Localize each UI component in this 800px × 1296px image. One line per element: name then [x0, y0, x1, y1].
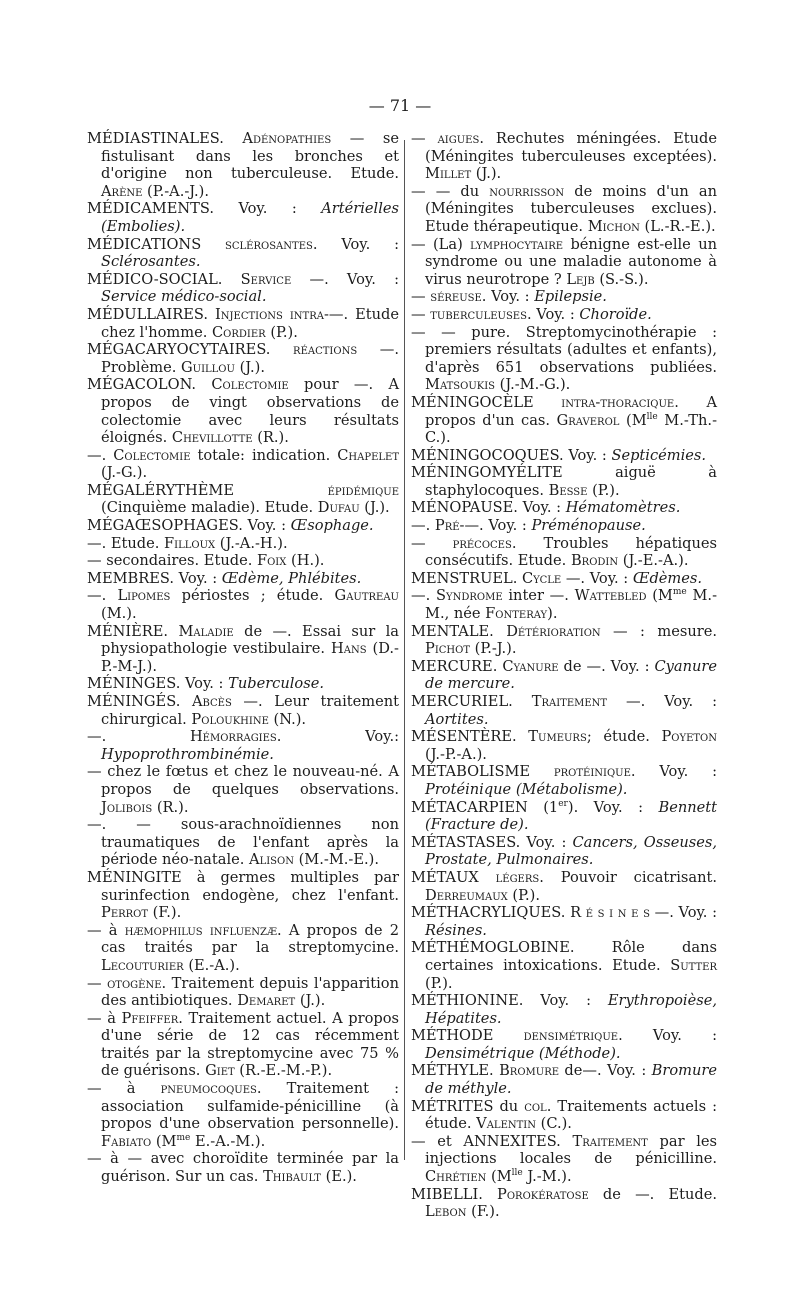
entry-text: (P.). [265, 323, 298, 341]
entry-text: (D.-P.-M-J.). [101, 640, 399, 675]
entry-text: (H.). [286, 552, 325, 570]
entry-text: . A propos d'un cas. [425, 393, 717, 429]
small-caps-text: nourrisson [489, 182, 565, 200]
entry-text: — secondaires. Etude. [87, 552, 257, 570]
entry-text: MÉTHACRYLIQUES. [411, 904, 571, 922]
index-entry [87, 587, 399, 622]
entry-text: de —. Essai sur la physiopathologie vestibulaire. [101, 622, 400, 658]
entry-text: — à [87, 1009, 122, 1027]
right-column [411, 130, 717, 1221]
entry-text: MÉNINGOMYÉLITE aiguë à staphylocoques. [411, 464, 717, 499]
entry-text: MÉTHIONINE. Voy. : [411, 992, 608, 1010]
entry-text: (E.). [320, 1168, 357, 1186]
small-caps-text: Guillou [180, 358, 235, 376]
small-caps-text: Pfeiffer [121, 1009, 179, 1027]
index-entry [87, 975, 399, 1010]
italic-text: Aortites. [425, 710, 489, 728]
small-caps-text: Millet [425, 165, 472, 183]
entry-text: par les injections locales de pénicilline. [425, 1132, 717, 1168]
entry-text: — et ANNEXITES. [411, 1132, 573, 1150]
entry-text: MENSTRUEL. [411, 569, 523, 587]
index-entry [411, 904, 717, 939]
small-caps-text: Porokératose [497, 1185, 589, 1203]
index-entry [411, 447, 717, 465]
entry-text: MÉNINGES. Voy. : [87, 675, 229, 693]
entry-text: MERCURIEL. [411, 693, 532, 710]
small-caps-text: Chapelet [337, 446, 399, 464]
entry-text: —. Voy. : [649, 904, 717, 922]
index-entry [411, 324, 717, 394]
entry-text: (E.-A.). [183, 956, 240, 974]
entry-text: MÉGACOLON. [87, 376, 212, 394]
entry-text: -—. Voy. : [459, 517, 532, 535]
small-caps-text: otogène [107, 974, 162, 992]
index-entry [87, 922, 399, 975]
entry-text: ). [547, 605, 558, 623]
small-caps-text: Giet [205, 1062, 235, 1080]
index-entry [87, 1010, 399, 1080]
italic-text: Hématomètres. [565, 499, 681, 517]
index-entry [87, 236, 399, 271]
entry-text: MÉNOPAUSE. Voy. : [411, 499, 566, 517]
small-caps-text: Valentin [476, 1115, 536, 1133]
index-entry [411, 183, 717, 236]
index-entry [411, 517, 717, 535]
entry-text: (J.-G.). [101, 464, 148, 482]
entry-text: . Traitement : association sulfamide-pénicilline (à propos d'une observation personnelle). [101, 1080, 400, 1133]
entry-text: (P.-A.-J.). [142, 182, 209, 200]
entry-text: . Voy. : [481, 288, 535, 306]
index-entry [87, 1080, 399, 1150]
entry-text: MÉGALÉRYTHÈME [87, 481, 328, 499]
entry-text: . Rechutes méningées. Etude (Méningites tuberculeuses exceptées). [425, 130, 717, 165]
column-divider [404, 140, 405, 1160]
small-caps-text: Brodin [570, 552, 619, 570]
small-caps-text: Lipomes [117, 587, 171, 605]
italic-text: Cancers, Osseuses, Prostate, Pulmonaires. [425, 833, 717, 869]
small-caps-text: légers [495, 868, 540, 886]
entry-text: MÉDICAMENTS. Voy. : [87, 200, 322, 218]
index-entry [87, 271, 399, 306]
entry-text: MÉTASTASES. Voy. : [411, 833, 573, 851]
small-caps-text: Graverol [556, 411, 620, 429]
small-caps-text: pneumocoques [160, 1080, 257, 1098]
index-entry [411, 394, 717, 447]
italic-text: Œdèmes. [632, 569, 703, 587]
small-caps-text: protéinique [553, 763, 631, 781]
index-entry [411, 535, 717, 570]
index-entry [87, 552, 399, 570]
index-entry [411, 570, 717, 588]
italic-text: Epilepsie. [534, 288, 607, 306]
small-caps-text: Lecouturier [101, 956, 184, 974]
small-caps-text: Poloukhine [191, 710, 269, 728]
entry-text: — [411, 534, 453, 552]
index-entry [87, 200, 399, 235]
italic-text: Erythropoièse, Hépatites. [425, 992, 717, 1027]
index-entry [87, 341, 399, 376]
small-caps-text: Colectomie [113, 446, 191, 464]
entry-text: MÉDICO-SOCIAL. [87, 270, 241, 288]
italic-text: Sclérosantes. [101, 253, 201, 271]
entry-text: —. Voy. : [291, 270, 400, 288]
index-entry [87, 675, 399, 693]
superscript-text: lle [511, 1168, 523, 1179]
entry-text: . Traitements actuels : étude. [425, 1097, 717, 1133]
italic-text: Hypoprothrombinémie. [101, 745, 274, 763]
entry-text: MÉDICATIONS [87, 235, 226, 253]
index-entry [411, 1098, 717, 1133]
entry-text: (P.). [507, 886, 540, 904]
entry-text: — — pure. Streptomycinothérapie : premiers résultats (adultes et enfants), d'après 651 observations publiées. [411, 323, 717, 376]
entry-text: de —. Etude. [588, 1185, 717, 1203]
entry-text: — [411, 130, 438, 147]
entry-text: (J.). [295, 992, 326, 1010]
entry-text: . Pouvoir cicatrisant. [539, 868, 717, 886]
small-caps-text: Traitement [572, 1132, 648, 1150]
entry-text: — se fistulisant dans les bronches et d'origine non tuberculeuse. Etude. [101, 130, 399, 183]
entry-text: de moins d'un an (Méningites tuberculeuses exclues). Etude thérapeutique. [425, 182, 717, 235]
index-entry [411, 658, 717, 693]
entry-text: M.-M., née [425, 587, 717, 623]
index-entry [411, 587, 717, 622]
italic-text: Tuberculose. [228, 675, 324, 693]
small-caps-text: Bromure [499, 1062, 560, 1080]
small-caps-text: Traitement [531, 693, 608, 710]
entry-text: —. [87, 728, 190, 746]
entry-text: — (La) [411, 235, 471, 253]
entry-text: MÉNINGITE à germes multiples par surinfection endogène, chez l'enfant. [87, 868, 399, 904]
small-caps-text: Gautreau [334, 587, 399, 605]
entry-text: MÉNINGOCOQUES. Voy. : [411, 446, 612, 464]
small-caps-text: Abcès [191, 693, 232, 710]
italic-text: Résines. [425, 921, 487, 939]
entry-text: — [411, 305, 431, 323]
entry-text: —. [87, 587, 118, 605]
entry-text: (P.). [587, 481, 620, 499]
small-caps-text: Fonteray [485, 605, 548, 623]
small-caps-text: hæmophilus influenzæ [124, 921, 278, 939]
entry-text: MENTALE. [411, 622, 507, 640]
small-caps-text: tuberculeuses [430, 305, 527, 323]
entry-text: — à — avec choroïdite terminée par la guérison. Sur un cas. [87, 1150, 399, 1186]
entry-text: MÉSENTÈRE. [411, 728, 529, 746]
entry-text: . Voy. : [526, 305, 580, 323]
entry-text: MEMBRES. Voy. : [87, 569, 222, 587]
small-caps-text: séreuse [430, 288, 482, 306]
index-entry [411, 693, 717, 728]
small-caps-text: Wattebled [574, 587, 647, 605]
entry-text: (F.). [148, 904, 182, 922]
italic-text: Cyanure de mercure. [425, 657, 717, 693]
small-caps-text: Dufau [317, 499, 360, 517]
entry-text: MIBELLI. [411, 1185, 498, 1203]
index-entry [87, 1150, 399, 1185]
small-caps-text: Maladie [178, 622, 234, 640]
small-caps-text: aigues [437, 130, 480, 147]
entry-text: MÉNINGOCÈLE [411, 393, 562, 411]
small-caps-text: Fabiato [101, 1132, 152, 1150]
small-caps-text: col [524, 1097, 547, 1115]
entry-text: (J.). [471, 165, 502, 183]
entry-text: MÉTACARPIEN (1 [411, 798, 559, 816]
index-entry [87, 130, 399, 200]
entry-text: (J.-A.-H.). [215, 534, 288, 552]
entry-text: (S.-S.). [594, 270, 649, 288]
entry-text: —. [411, 517, 435, 535]
entry-text: (M [619, 411, 647, 429]
small-caps-text: Jolibois [101, 798, 153, 816]
entry-text: MÉTHÉMOGLOBINE. Rôle dans certaines intoxications. Etude. [411, 939, 717, 974]
entry-text: (R.). [252, 429, 289, 447]
entry-text: périostes ; étude. [170, 587, 335, 605]
small-caps-text: Poyeton [661, 728, 717, 746]
italic-text: Protéinique (Métabolisme). [425, 780, 628, 798]
entry-text: . Traitement depuis l'apparition des antibiotiques. [101, 974, 399, 1010]
index-entry [411, 992, 717, 1027]
entry-text: —. Problème. [101, 341, 400, 376]
entry-text: (M [646, 587, 673, 605]
small-caps-text: Pré [434, 517, 460, 535]
index-entry [411, 869, 717, 904]
index-entry [87, 869, 399, 922]
italic-text: Bennett (Fracture de). [425, 798, 717, 834]
small-caps-text: Arène [101, 182, 143, 200]
entry-text: —. Voy. : [607, 693, 717, 710]
index-entry [87, 447, 399, 482]
entry-text: (P.). [425, 974, 453, 992]
entry-text: ; étude. [586, 728, 662, 746]
entry-text: MÉTABOLISME [411, 763, 554, 781]
index-entry [87, 623, 399, 676]
entry-text: (J.-M.-G.). [495, 376, 571, 394]
italic-text: Œdème, Phlébites. [221, 569, 362, 587]
entry-text: (M [486, 1168, 512, 1186]
index-entry [411, 464, 717, 499]
small-caps-text: Adénopathies [242, 130, 332, 147]
italic-text: Densimétrique (Méthode). [425, 1044, 621, 1062]
entry-text: (F.). [466, 1203, 500, 1221]
superscript-text: er [558, 798, 568, 809]
index-entry [87, 306, 399, 341]
entry-text: (J.). [359, 499, 390, 517]
italic-text: Préménopause. [531, 517, 646, 535]
small-caps-text: Tumeurs [528, 728, 587, 746]
small-caps-text: Thibault [263, 1168, 321, 1186]
italic-text: Artérielles (Embolies). [101, 200, 399, 235]
entry-text: —. Voy. : [561, 569, 633, 587]
small-caps-text: épidémique [327, 481, 399, 499]
entry-text: — [411, 288, 431, 306]
small-caps-text: R é s i n e s [570, 904, 650, 922]
small-caps-text: Lejb [566, 270, 595, 288]
entry-text: (R.). [152, 798, 189, 816]
small-caps-text: Derreumaux [425, 886, 508, 904]
small-caps-text: Injections intra- [215, 305, 329, 323]
italic-text: Bromure de méthyle. [425, 1062, 717, 1098]
small-caps-text: lymphocytaire [470, 235, 564, 253]
entry-text: MÉTHODE [411, 1027, 524, 1045]
entry-text: . Traitement actuel. A propos d'une série de 12 cas récemment traités par la streptomycine avec 75 % de guérisons. [101, 1009, 399, 1080]
entry-text: J.-M.). [522, 1168, 572, 1186]
entry-text: M.-Th.-C.). [425, 411, 718, 447]
small-caps-text: Besse [548, 481, 588, 499]
small-caps-text: réactions [293, 341, 358, 359]
small-caps-text: Cyanure [502, 657, 559, 675]
entry-text: MÉDIASTINALES. [87, 130, 243, 147]
entry-text: E.-A.-M.). [190, 1132, 266, 1150]
small-caps-text: précoces [452, 534, 512, 552]
superscript-text: me [176, 1132, 191, 1143]
entry-text: . Voy.: [276, 728, 399, 746]
index-entry [411, 1062, 717, 1097]
left-column [87, 130, 399, 1186]
entry-text: MERCURE. [411, 657, 503, 675]
entry-text: — : mesure. [600, 622, 717, 640]
entry-text: ). Voy. : [567, 798, 659, 816]
small-caps-text: Syndrome [435, 587, 503, 605]
superscript-text: me [672, 587, 687, 598]
index-entry [87, 763, 399, 816]
entry-text: (L.-R.-E.). [639, 217, 716, 235]
small-caps-text: Foix [256, 552, 287, 570]
index-entry [411, 306, 717, 324]
small-caps-text: Matsoukis [425, 376, 496, 394]
entry-text: —. — sous-arachnoïdiennes non traumatiques de l'enfant après la période néo-natale. [87, 816, 399, 869]
small-caps-text: Chrétien [425, 1168, 487, 1186]
entry-text: MÉGACARYOCYTAIRES. [87, 341, 294, 359]
entry-text: (R.-E.-M.-P.). [234, 1062, 333, 1080]
index-entry [87, 517, 399, 535]
small-caps-text: Perrot [101, 904, 149, 922]
index-entry [411, 939, 717, 992]
entry-text: bénigne est-elle un syndrome ou une maladie autonome à virus neurotrope ? [425, 235, 717, 288]
small-caps-text: Service [240, 270, 292, 288]
small-caps-text: intra-thoracique [561, 393, 675, 411]
index-entry [87, 728, 399, 763]
index-entry [411, 1186, 717, 1221]
entry-text: MÉTRITES du [411, 1097, 525, 1115]
entry-text: (J.-E.-A.). [618, 552, 689, 570]
italic-text: Œsophage. [290, 517, 374, 535]
small-caps-text: Sutter [670, 956, 717, 974]
entry-text: —. Etude. [87, 534, 165, 552]
entry-text: inter —. [502, 587, 575, 605]
small-caps-text: Cordier [212, 323, 266, 341]
entry-text: . Voy. : [630, 763, 717, 781]
entry-text: — — du [411, 182, 490, 200]
small-caps-text: Filloux [164, 534, 216, 552]
italic-text: Service médico-social. [101, 288, 267, 306]
small-caps-text: Hans [331, 640, 367, 658]
entry-text: — [87, 974, 108, 992]
entry-text: —. [411, 587, 436, 605]
small-caps-text: Michon [587, 217, 640, 235]
small-caps-text: Pichot [425, 640, 471, 658]
entry-text: MÉNINGÉS. [87, 693, 192, 710]
page-number: — 71 — [368, 96, 432, 115]
entry-text: . A propos de 2 cas traités par la streptomycine. [101, 921, 399, 957]
entry-text: (M.-M.-E.). [293, 851, 379, 869]
entry-text: (J.-P.-A.). [425, 745, 487, 763]
entry-text: MÉTHYLE. [411, 1062, 500, 1080]
small-caps-text: densimétrique [523, 1027, 619, 1045]
entry-text: MÉTAUX [411, 868, 496, 886]
index-entry [411, 130, 717, 183]
index-entry [411, 728, 717, 763]
small-caps-text: sclérosantes [225, 235, 313, 253]
entry-text: (M [151, 1132, 177, 1150]
index-entry [87, 570, 399, 588]
index-entry [411, 288, 717, 306]
small-caps-text: Demaret [237, 992, 296, 1010]
index-entry [411, 236, 717, 289]
entry-text: (Cinquième maladie). Etude. [101, 499, 318, 517]
index-entry [411, 763, 717, 798]
small-caps-text: Cycle [522, 569, 562, 587]
index-entry [411, 799, 717, 834]
index-entry [411, 1027, 717, 1062]
index-entry [411, 623, 717, 658]
entry-text: MÉDULLAIRES. [87, 305, 215, 323]
entry-text: (P.-J.). [470, 640, 517, 658]
entry-text: MÉNIÈRE. [87, 622, 179, 640]
index-entry [87, 693, 399, 728]
entry-text: (M.). [101, 605, 137, 623]
italic-text: Choroïde. [579, 305, 652, 323]
index-entry [87, 535, 399, 553]
index-entry [411, 499, 717, 517]
small-caps-text: Détérioration [506, 622, 601, 640]
entry-text: — à [87, 1080, 161, 1098]
entry-text: (N.). [268, 710, 307, 728]
small-caps-text: Chevillotte [171, 429, 253, 447]
index-entry [87, 376, 399, 446]
entry-text: totale: indication. [190, 446, 338, 464]
entry-text: (J.). [234, 358, 265, 376]
entry-text: — chez le fœtus et chez le nouveau-né. A propos de quelques observations. [87, 763, 399, 798]
index-entry [411, 1133, 717, 1186]
italic-text: Septicémies. [611, 446, 707, 464]
index-entry [411, 834, 717, 869]
index-entry [87, 482, 399, 517]
entry-text: . Voy. : [618, 1027, 717, 1045]
entry-text: — à [87, 921, 125, 939]
entry-text: —. Leur traitement chirurgical. [101, 693, 400, 728]
small-caps-text: Hémorragies [189, 728, 277, 746]
entry-text: . Voy. : [312, 235, 399, 253]
entry-text: pour —. A propos de vingt observations de colectomie avec leurs résultats éloignés. [101, 376, 399, 447]
entry-text: (C.). [536, 1115, 572, 1133]
entry-text: de—. Voy. : [559, 1062, 652, 1080]
index-entry [87, 816, 399, 869]
entry-text: MÉGAŒSOPHAGES. Voy. : [87, 517, 291, 535]
small-caps-text: Colectomie [211, 376, 289, 394]
small-caps-text: Lebon [425, 1203, 467, 1221]
entry-text: . Troubles hépatiques consécutifs. Etude. [425, 534, 717, 570]
entry-text: de —. Voy. : [558, 657, 655, 675]
entry-text: —. Etude chez l'homme. [101, 305, 399, 341]
superscript-text: lle [646, 411, 658, 422]
entry-text: —. [87, 446, 114, 464]
small-caps-text: Alison [249, 851, 294, 869]
